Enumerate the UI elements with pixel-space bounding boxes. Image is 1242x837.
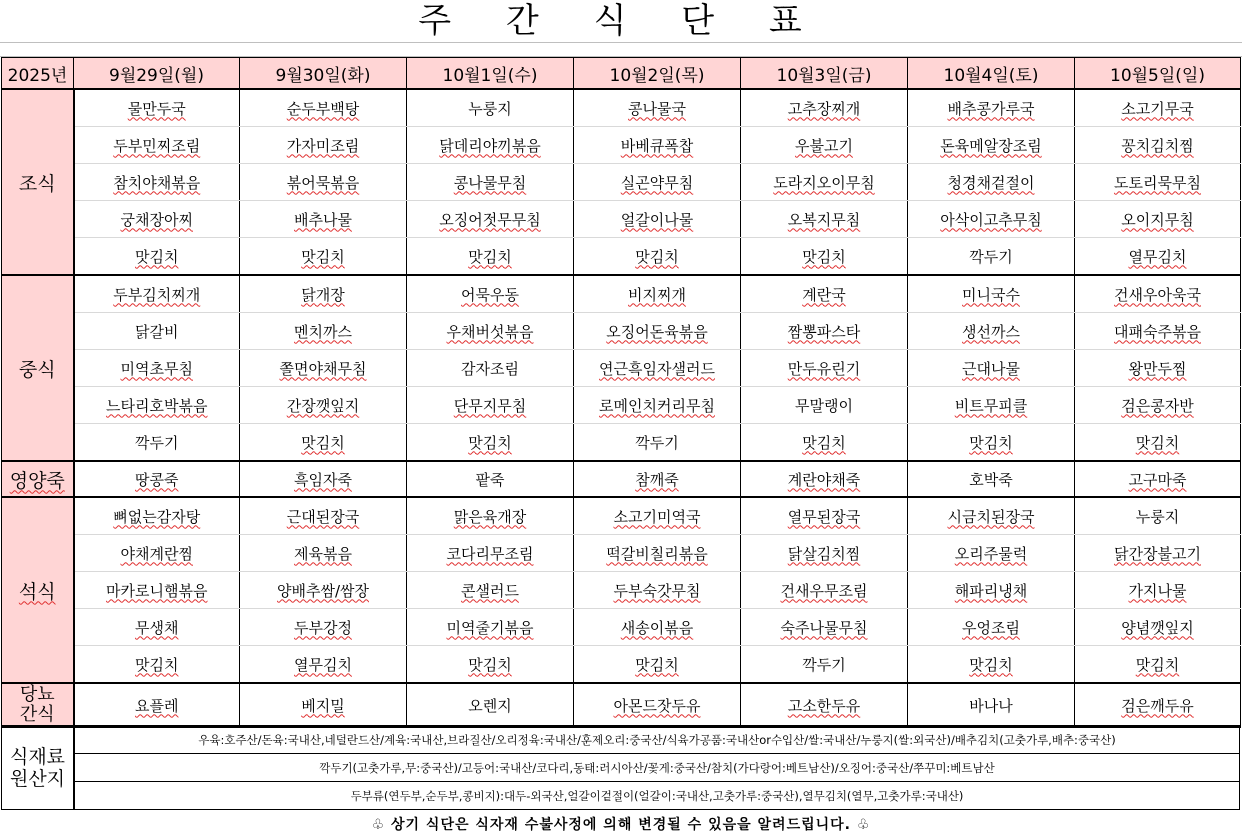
menu-item [741,609,908,646]
menu-item-label: 바베큐폭찹 [620,136,694,155]
menu-item [741,275,908,313]
menu-item [240,89,407,127]
menu-item-label: 오이지무침 [1121,210,1194,229]
menu-item-label: 배추나물 [294,210,352,229]
menu-item-label: 새송이볶음 [620,618,694,637]
menu-item [74,275,240,313]
menu-item [74,535,240,572]
meal-label-text: 간식 [19,704,55,725]
menu-item-label: 콩나물국 [628,99,686,118]
menu-item [1075,313,1241,350]
menu-item-label: 콩나물무침 [453,173,527,192]
day-header: 10월1일(수) [407,58,574,90]
menu-item [1075,461,1241,497]
menu-item-label: 닭데리야끼볶음 [439,136,541,155]
menu-item [908,535,1075,572]
menu-item [908,350,1075,387]
menu-item-label: 깍두기 [969,247,1013,266]
menu-item-label: 계란야채죽 [787,470,861,489]
menu-row [2,683,1241,727]
menu-item [407,201,574,238]
menu-item-label: 호박죽 [969,470,1013,489]
menu-item [74,497,240,535]
menu-item [1075,497,1241,535]
origin-label-line2: 원산지 [9,767,66,790]
menu-item-label: 숙주나물무침 [780,618,868,637]
menu-item [74,127,240,164]
menu-item [407,461,574,497]
meal-label-text: 석식 [18,580,56,603]
menu-item [240,461,407,497]
menu-item [74,238,240,276]
menu-item-label: 오징어젓무무침 [439,210,541,229]
menu-item-label: 열무김치 [294,655,352,674]
menu-item [1075,275,1241,313]
menu-item-label: 건새우아욱국 [1114,285,1201,304]
menu-item [1075,609,1241,646]
menu-item [407,387,574,424]
menu-item [574,461,741,497]
menu-item-label: 건새우무조림 [780,581,868,600]
menu-item [240,275,407,313]
menu-item-label: 오리주물럭 [954,544,1028,563]
menu-item-label: 감자조림 [461,359,519,378]
menu-item [74,164,240,201]
origin-line: 두부류(연두부,순두부,콩비지):대두-외국산,얼갈이겉절이(얼갈이:국내산,고춧가루:중국산),열무김치(열무,고춧가루:국내산) [74,782,1240,810]
menu-item [574,497,741,535]
menu-item-label: 두부강정 [294,618,352,637]
menu-item-label: 가자미조림 [286,136,360,155]
menu-item [74,461,240,497]
menu-row [2,497,1241,535]
menu-item-label: 맛김치 [969,655,1013,674]
menu-item-label: 누룽지 [1135,507,1180,526]
meal-label [2,275,74,461]
day-header: 10월2일(목) [574,58,741,90]
menu-item [240,164,407,201]
menu-item-label: 고추장찌개 [787,99,861,118]
menu-item [1075,646,1241,684]
menu-item [908,424,1075,462]
menu-row [2,89,1241,127]
menu-item [74,89,240,127]
menu-item-label: 간장깻잎지 [286,396,360,415]
menu-item [741,89,908,127]
menu-item-label: 근대된장국 [286,507,360,526]
menu-item-label: 뼈없는감자탕 [113,507,201,526]
menu-item [908,89,1075,127]
menu-item-label: 단무지무침 [453,396,527,415]
menu-row [2,127,1241,164]
menu-item [407,609,574,646]
menu-item [741,572,908,609]
menu-row [2,535,1241,572]
meal-label-text: 중식 [18,358,56,381]
menu-item [407,89,574,127]
menu-item-label: 검은콩자반 [1121,396,1194,415]
menu-item [741,646,908,684]
menu-item-label: 깍두기 [802,655,846,674]
menu-item-label: 로메인치커리무침 [599,396,715,415]
menu-item [407,313,574,350]
menu-item-label: 두부김치찌개 [113,285,201,304]
menu-item-label: 왕만두찜 [1128,359,1187,378]
year-cell: 2025년 [2,58,74,90]
menu-item [240,350,407,387]
menu-item-label: 맛김치 [635,247,679,266]
menu-item [908,609,1075,646]
menu-item [908,572,1075,609]
menu-item [407,164,574,201]
menu-item-label: 닭갈비 [135,322,179,341]
menu-item-label: 볶어묵볶음 [286,173,360,192]
menu-item-label: 연근흑임자샐러드 [599,359,715,378]
menu-item-label: 맛김치 [802,247,846,266]
menu-item-label: 떡갈비칠리볶음 [606,544,708,563]
menu-item-label: 우채버섯볶음 [446,322,534,341]
menu-item [1075,535,1241,572]
menu-item-label: 미역줄기볶음 [446,618,534,637]
menu-item [908,387,1075,424]
menu-item [574,313,741,350]
menu-item-label: 흑임자죽 [294,470,352,489]
menu-item [407,350,574,387]
menu-item [1075,572,1241,609]
menu-item-label: 배추콩가루국 [947,99,1035,118]
menu-item-label: 맑은육개장 [453,507,527,526]
menu-row [2,350,1241,387]
menu-item-label: 우불고기 [795,136,853,155]
menu-item [240,387,407,424]
meal-label-text: 영양죽 [9,469,65,492]
menu-item-label: 해파리냉채 [954,581,1028,600]
notice-text: ♧ 상기 식단은 식자재 수불사정에 의해 변경될 수 있음을 알려드립니다. ♧ [371,817,871,833]
menu-item-label: 쫄면야채무침 [279,359,367,378]
menu-item-label: 맛김치 [135,655,179,674]
origin-line: 깍두기(고춧가루,무:중국산)/고등어:국내산/코다리,동태:러시아산/꽃게:중국산/참치(가다랑어:베트남산)/오징어:중국산/쭈꾸미:베트남산 [74,754,1240,782]
menu-item-label: 맛김치 [301,433,345,452]
menu-item-label: 검은깨두유 [1121,696,1194,715]
menu-item [240,238,407,276]
menu-item-label: 청경채겉절이 [947,173,1035,192]
menu-item-label: 코다리무조림 [446,544,534,563]
menu-item-label: 깍두기 [635,433,679,452]
snack-section [2,683,1241,727]
menu-item-label: 근대나물 [962,359,1020,378]
menu-item-label: 계란국 [802,285,846,304]
menu-item-label: 궁채장아찌 [120,210,193,229]
menu-item-label: 닭개장 [301,285,345,304]
menu-item-label: 소고기미역국 [613,507,701,526]
menu-item [574,89,741,127]
menu-item-label: 순두부백탕 [286,99,360,118]
menu-item-label: 양배추쌈/쌈장 [277,581,369,600]
menu-item [908,164,1075,201]
menu-item [240,609,407,646]
menu-item-label: 도라지오이무침 [773,173,875,192]
menu-item-label: 어묵우동 [461,285,519,304]
menu-item-label: 맛김치 [468,247,512,266]
menu-item [574,424,741,462]
day-header: 10월3일(금) [741,58,908,90]
menu-row [2,201,1241,238]
menu-item [1075,238,1241,276]
origin-label [2,726,75,810]
menu-row [2,164,1241,201]
menu-row [2,424,1241,462]
menu-item [1075,201,1241,238]
menu-item [574,683,741,727]
menu-item-label: 무말랭이 [795,396,853,415]
menu-item [240,127,407,164]
menu-item [741,127,908,164]
menu-item-label: 참치야채볶음 [113,173,201,192]
menu-item-label: 깍두기 [135,433,179,452]
origin-line: 우육:호주산/돈육:국내산,네덜란드산/계육:국내산,브라질산/오리정육:국내산/훈제오리:중국산/식육가공품:국내산or수입산/쌀:국내산/누룽지(쌀:외국산)/배추김치(고춧가루,배추:중국산) [74,726,1240,754]
menu-item-label: 베지밀 [301,696,345,715]
menu-item-label: 맛김치 [301,247,345,266]
menu-item-label: 오복지무침 [787,210,861,229]
menu-item-label: 바나나 [969,696,1013,715]
menu-item-label: 맛김치 [1135,655,1180,674]
menu-item-label: 얼갈이나물 [620,210,694,229]
menu-item [908,238,1075,276]
menu-item [574,275,741,313]
menu-item [741,535,908,572]
day-header: 10월4일(토) [908,58,1075,90]
menu-item-label: 참깨죽 [635,470,679,489]
menu-item [240,535,407,572]
day-header: 9월30일(화) [240,58,407,90]
menu-item [407,683,574,727]
day-header: 9월29일(월) [74,58,240,90]
menu-item [74,201,240,238]
menu-item [741,238,908,276]
meal-label [2,89,74,275]
menu-item-label: 미역초무침 [120,359,193,378]
menu-item [574,646,741,684]
menu-item [407,497,574,535]
menu-item [574,572,741,609]
menu-item [741,313,908,350]
menu-row [2,238,1241,276]
menu-item-label: 돈육메알장조림 [940,136,1042,155]
meal-label-text: 당뇨 [19,684,55,705]
menu-item-label: 꽁치김치찜 [1121,136,1194,155]
menu-item-label: 고구마죽 [1128,470,1187,489]
menu-row [2,461,1241,497]
menu-item [1075,127,1241,164]
menu-item [74,387,240,424]
menu-item-label: 두부민찌조림 [113,136,201,155]
spacer-row [0,42,1242,57]
menu-table [1,57,1241,728]
menu-item-label: 물만두국 [127,99,186,118]
dinner-section [2,497,1241,683]
menu-item-label: 짬뽕파스타 [787,322,861,341]
menu-item-label: 대패숙주볶음 [1114,322,1201,341]
menu-item-label: 맛김치 [802,433,846,452]
day-header: 10월5일(일) [1075,58,1241,90]
menu-item [908,313,1075,350]
menu-item [240,572,407,609]
menu-item [908,497,1075,535]
page-title: 주 간 식 단 표 [0,0,1242,43]
menu-item-label: 시금치된장국 [947,507,1035,526]
menu-row [2,646,1241,684]
menu-item [908,461,1075,497]
menu-item [574,387,741,424]
menu-item-label: 아삭이고추무침 [940,210,1042,229]
menu-item [240,313,407,350]
menu-item [574,164,741,201]
menu-item-label: 고소한두유 [787,696,861,715]
menu-item-label: 양념깻잎지 [1121,618,1194,637]
menu-item-label: 생선까스 [962,322,1020,341]
menu-item-label: 누룽지 [468,99,512,118]
menu-item-label: 열무김치 [1128,247,1187,266]
menu-item-label: 열무된장국 [787,507,861,526]
menu-item-label: 무생채 [135,618,179,637]
menu-item-label: 마카로니햄볶음 [106,581,208,600]
menu-item-label: 두부숙갓무침 [613,581,701,600]
menu-item [407,127,574,164]
meal-label [2,461,74,497]
origin-table [1,725,1240,810]
menu-item-label: 우엉조림 [962,618,1020,637]
menu-item [574,350,741,387]
menu-item [74,424,240,462]
menu-item [741,497,908,535]
menu-item [574,535,741,572]
menu-item-label: 맛김치 [135,247,179,266]
menu-item-label: 가지나물 [1128,581,1187,600]
menu-item-label: 실곤약무침 [620,173,694,192]
meal-label [2,497,74,683]
menu-item [407,535,574,572]
menu-item-label: 오렌지 [468,696,512,715]
menu-item-label: 맛김치 [468,433,512,452]
meal-label [2,683,74,727]
menu-item [407,238,574,276]
menu-item [574,201,741,238]
menu-item [741,424,908,462]
menu-item-label: 비트무피클 [954,396,1028,415]
porridge-section [2,461,1241,497]
menu-item [1075,424,1241,462]
menu-item [240,497,407,535]
menu-item [407,646,574,684]
menu-item [908,646,1075,684]
menu-item [74,572,240,609]
menu-item [574,238,741,276]
menu-row [2,313,1241,350]
menu-item-label: 맛김치 [1135,433,1180,452]
menu-item [240,683,407,727]
menu-item [240,424,407,462]
menu-item [1075,164,1241,201]
menu-item [741,164,908,201]
menu-item [407,275,574,313]
menu-item-label: 느타리호박볶음 [106,396,208,415]
menu-row [2,609,1241,646]
menu-item [908,201,1075,238]
menu-item [574,127,741,164]
menu-item [1075,350,1241,387]
menu-item [240,646,407,684]
menu-item-label: 미니국수 [962,285,1020,304]
menu-item-label: 닭살김치찜 [787,544,861,563]
menu-item [1075,683,1241,727]
menu-item-label: 야채계란찜 [120,544,193,563]
menu-item-label: 아몬드잣두유 [613,696,701,715]
menu-item-label: 팥죽 [475,470,505,489]
lunch-section [2,275,1241,461]
menu-item-label: 닭간장불고기 [1114,544,1201,563]
menu-item [1075,387,1241,424]
menu-item [407,572,574,609]
menu-item-label: 요플레 [135,696,179,715]
menu-item-label: 비지찌개 [628,285,686,304]
menu-item-label: 도토리묵무침 [1114,173,1201,192]
menu-row [2,387,1241,424]
menu-item [741,350,908,387]
menu-item [741,201,908,238]
origin-label-line1: 식재료 [9,745,66,768]
menu-item [741,387,908,424]
menu-row [2,275,1241,313]
menu-item [741,461,908,497]
date-header-row [2,58,1241,90]
menu-item [74,609,240,646]
menu-item-label: 맛김치 [468,655,512,674]
menu-item-label: 오징어돈육볶음 [606,322,708,341]
menu-item [908,127,1075,164]
menu-item-label: 땅콩죽 [135,470,179,489]
breakfast-section [2,89,1241,275]
meal-label-text: 조식 [18,172,56,195]
menu-item [74,313,240,350]
menu-item-label: 맛김치 [969,433,1013,452]
menu-item-label: 만두유린기 [787,359,861,378]
menu-item-label: 멘치까스 [294,322,352,341]
menu-item [908,683,1075,727]
menu-item [574,609,741,646]
menu-item [74,683,240,727]
menu-item [74,350,240,387]
menu-item-label: 콘샐러드 [461,581,519,600]
menu-item [240,201,407,238]
menu-item [741,683,908,727]
menu-item [908,275,1075,313]
menu-item [407,424,574,462]
menu-item [1075,89,1241,127]
menu-item-label: 제육볶음 [294,544,352,563]
menu-row [2,572,1241,609]
menu-item-label: 소고기무국 [1121,99,1194,118]
menu-item-label: 맛김치 [635,655,679,674]
menu-item [74,646,240,684]
